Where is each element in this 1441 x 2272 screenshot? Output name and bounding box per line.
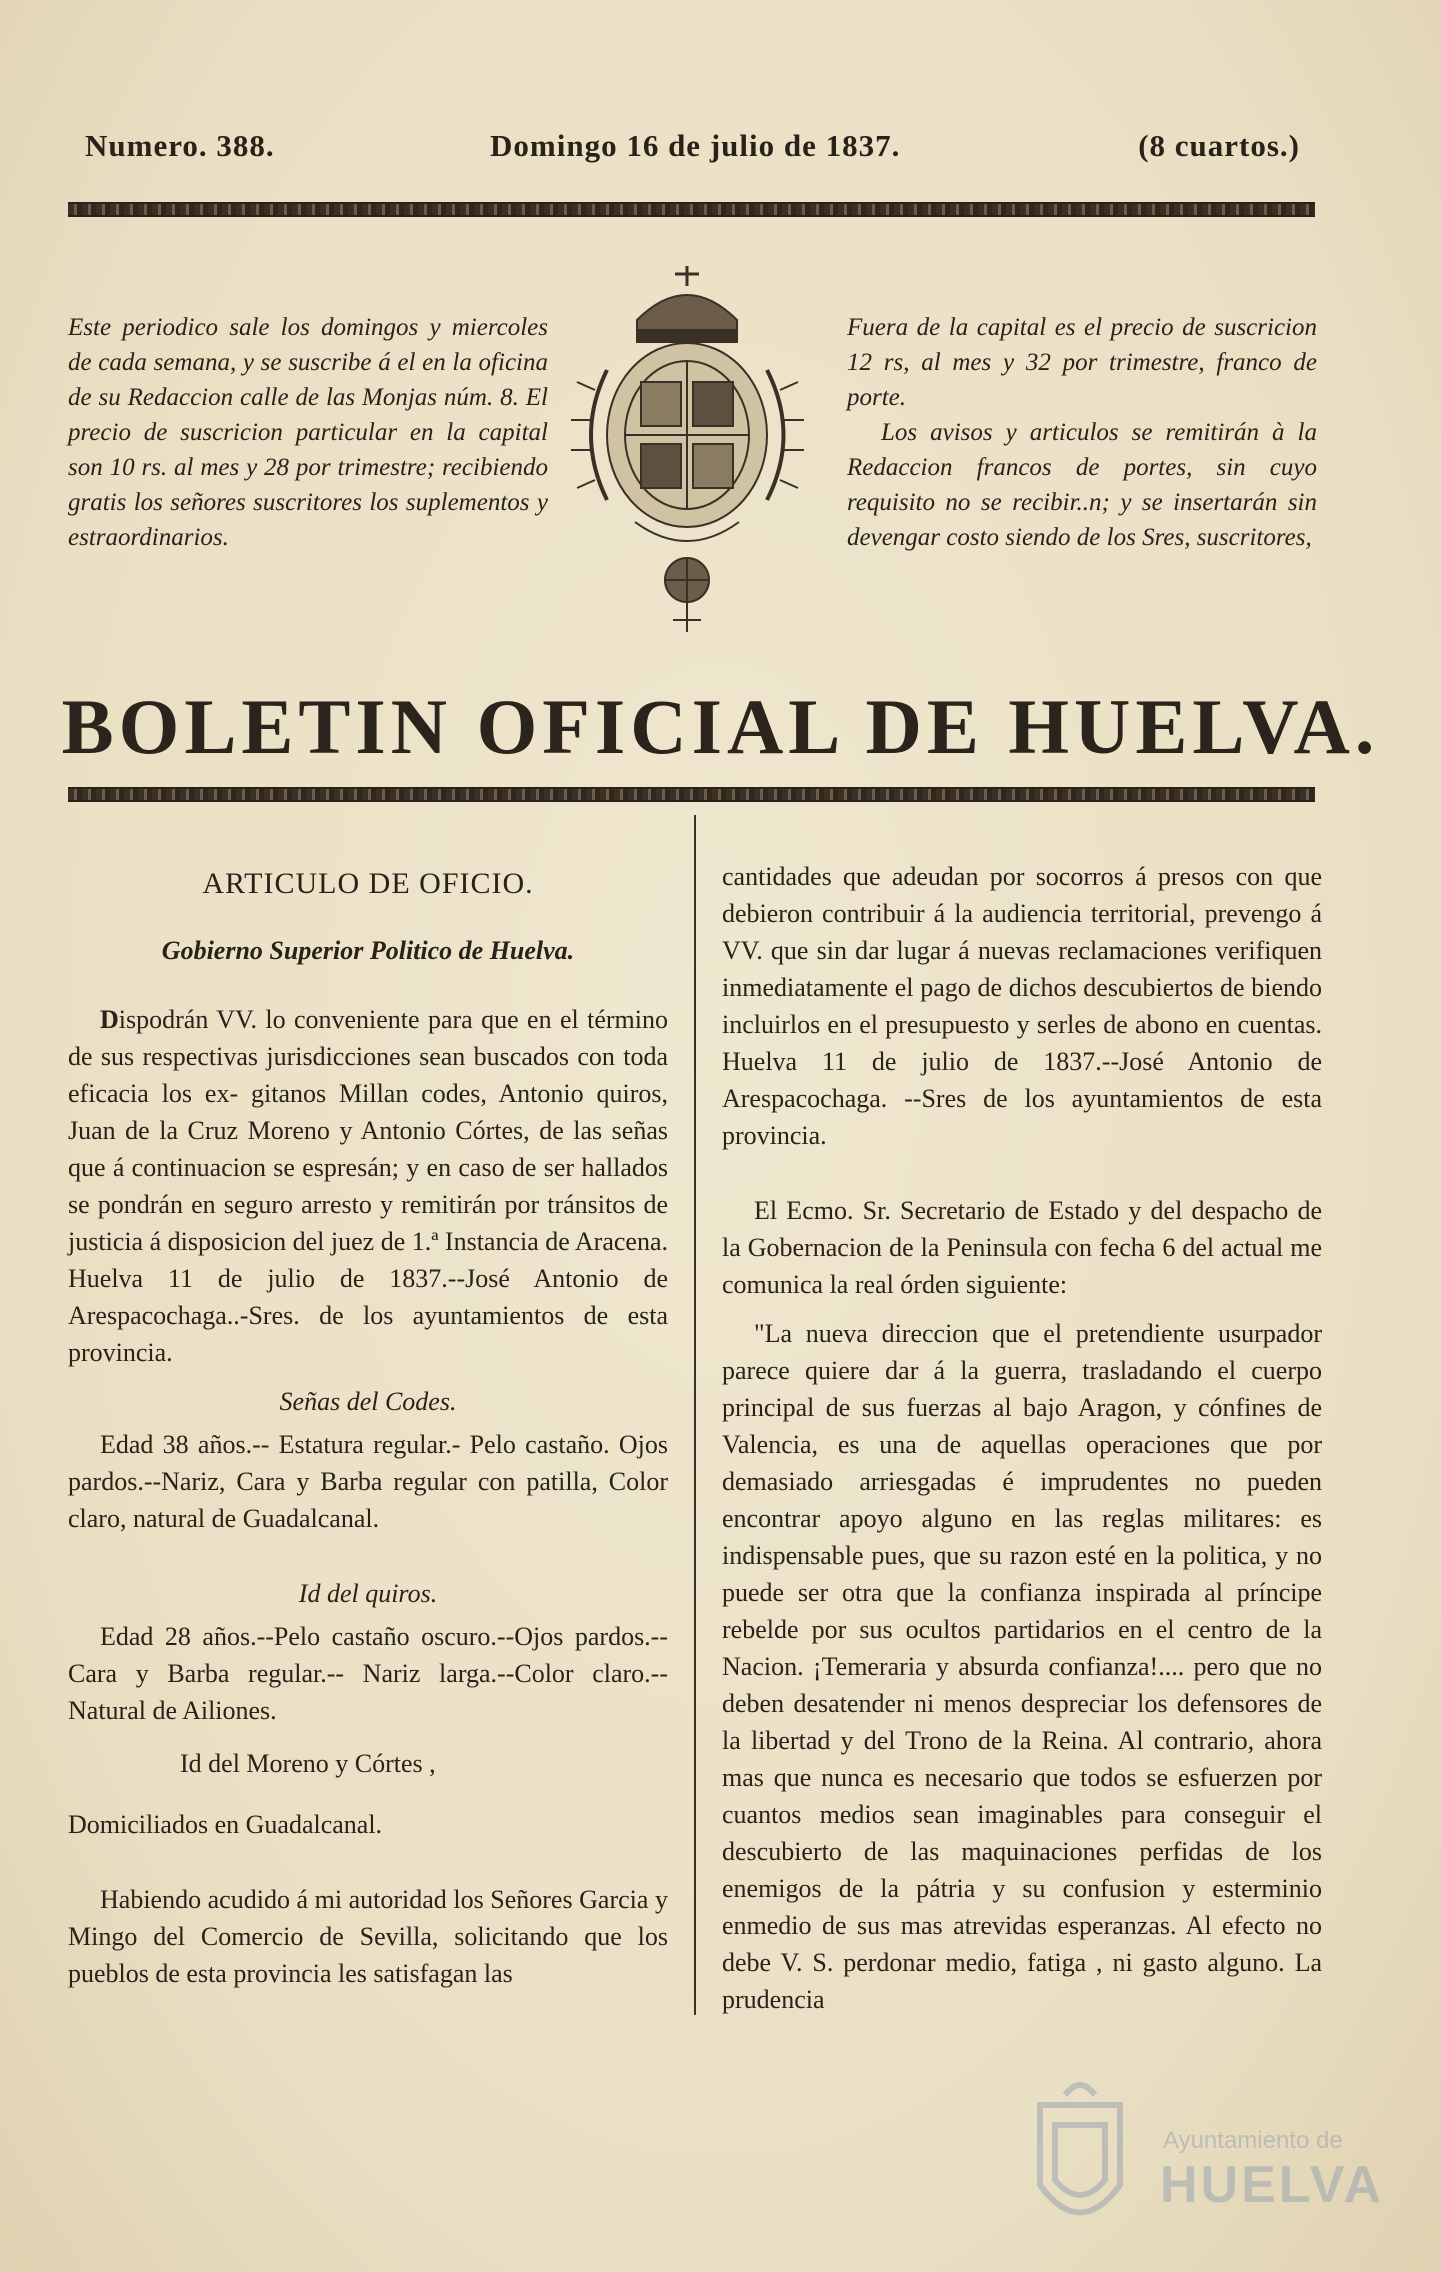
codes-description: Edad 38 años.-- Estatura regular.- Pelo castaño. Ojos pardos.--Nariz, Cara y Barba regular con patilla, Color claro, natural de Guadalcanal. [68,1430,668,1533]
subscription-right [847,310,1317,555]
decree-paragraph: Dispodrán VV. lo conveniente para que en el término de sus respectivas jurisdicciones sean buscados con toda eficacia los ex- gitanos Millan codes, Antonio quiros, Juan de la Cruz Moreno y Antonio Córtes, de las señas que á continuacion se espresán; y en caso de ser hallados se pondrán en seguro arresto y remitirán por tránsitos de justicia á disposicion del juez de 1.ª Instancia de Aracena. Huelva 11 de julio de 1837.--José Antonio de Arespacochaga..-Sres. de los ayuntamientos de esta provincia. [68,1005,668,1367]
royal-crest-icon [555,260,820,650]
order-intro: El Ecmo. Sr. Secretario de Estado y del despacho de la Gobernacion de la Peninsula con fecha 6 del actual me comunica la real órden siguiente: [722,1196,1322,1299]
subscription-right-p2: Los avisos y articulos se remitirán à la Redaccion francos de portes, sin cuyo requisito no se recibir..n; y se insertarán sin devengar costo siendo de los Sres, suscritores, [847,419,1317,551]
left-column [68,855,668,2004]
quiros-heading: Id del quiros. [298,1579,438,1608]
newspaper-title: BOLETIN OFICIAL DE HUELVA. [61,683,1380,770]
domicile-line: Domiciliados en Guadalcanal. [68,1810,383,1839]
section-subtitle: Gobierno Superior Politico de Huelva. [161,936,575,965]
continued-paragraph: cantidades que adeudan por socorros á presos con que debieron contribuir á la audiencia territorial, prevengo á VV. que sin dar lugar á nuevas reclamaciones verifiquen inmediatamente el pago de dichos descubiertos de biendo incluirlos en el presupuesto y serles de abono en cuentas. Huelva 11 de julio de 1837.--José Antonio de Arespacochaga. --Sres de los ayuntamientos de esta provincia. [722,862,1322,1150]
quiros-description: Edad 28 años.--Pelo castaño oscuro.--Ojos pardos.--Cara y Barba regular.-- Nariz larga.--Color claro.-- Natural de Ailiones. [68,1622,668,1725]
subscription-left: Este periodico sale los domingos y miercoles de cada semana, y se suscribe á el en la oficina de su Redaccion calle de las Monjas núm. 8. El precio de suscricion particular en la capital son 10 rs. al mes y 28 por trimestre; recibiendo gratis los señores suscritores los suplementos y estraordinarios. [68,314,548,551]
city-shield-icon [1025,2075,1135,2245]
moreno-line: Id del Moreno y Córtes , [180,1749,436,1778]
column-divider [694,815,696,2015]
right-column [722,858,1322,2030]
top-rule [68,202,1315,217]
section-title: ARTICULO DE OFICIO. [202,867,534,900]
masthead [85,128,1300,168]
issue-price: (8 cuartos.) [1138,128,1300,163]
royal-order-text: "La nueva direccion que el pretendiente usurpador parece quiere dar á la guerra, trasladando el cuerpo principal de sus fuerzas al bajo Aragon, y cónfines de Valencia, es una de aquellas operaciones que por demasiado arriesgadas é imprudentes no pueden encontrar apoyo alguno en las reglas militares: es indispensable pues, que su razon esté en la politica, y no puede ser otra que la confianza inspirada al príncipe rebelde por sus ocultos partidarios en el centro de la Nacion. ¡Temeraria y absurda confianza!.... pero que no deben desatender ni menos despreciar los defensores de la libertad y del Trono de la Reina. Al contrario, ahora mas que nunca es necesario que todos se esfuerzen por cuantos medios sean imaginables para conseguir el descubierto de las maquinaciones perfidas de los enemigos de la pátria y su confusion y esterminio enmedio de sus mas atrevidas esperanzas. Al efecto no debe V. S. perdonar medio, fatiga , ni gasto alguno. La prudencia [722,1319,1322,2014]
issue-number: Numero. 388. [85,128,275,163]
watermark-line1: Ayuntamiento de [1163,2127,1343,2154]
codes-heading: Señas del Codes. [279,1387,457,1416]
subscription-right-p1: Fuera de la capital es el precio de suscricion 12 rs, al mes y 32 por trimestre, franco de porte. [847,314,1317,411]
watermark-line2: HUELVA [1160,2156,1385,2214]
last-paragraph: Habiendo acudido á mi autoridad los Señores Garcia y Mingo del Comercio de Sevilla, solicitando que los pueblos de esta provincia les satisfagan las [68,1885,668,1988]
title-rule [68,787,1315,802]
issue-date: Domingo 16 de julio de 1837. [490,128,901,163]
archive-watermark [1025,2075,1385,2255]
